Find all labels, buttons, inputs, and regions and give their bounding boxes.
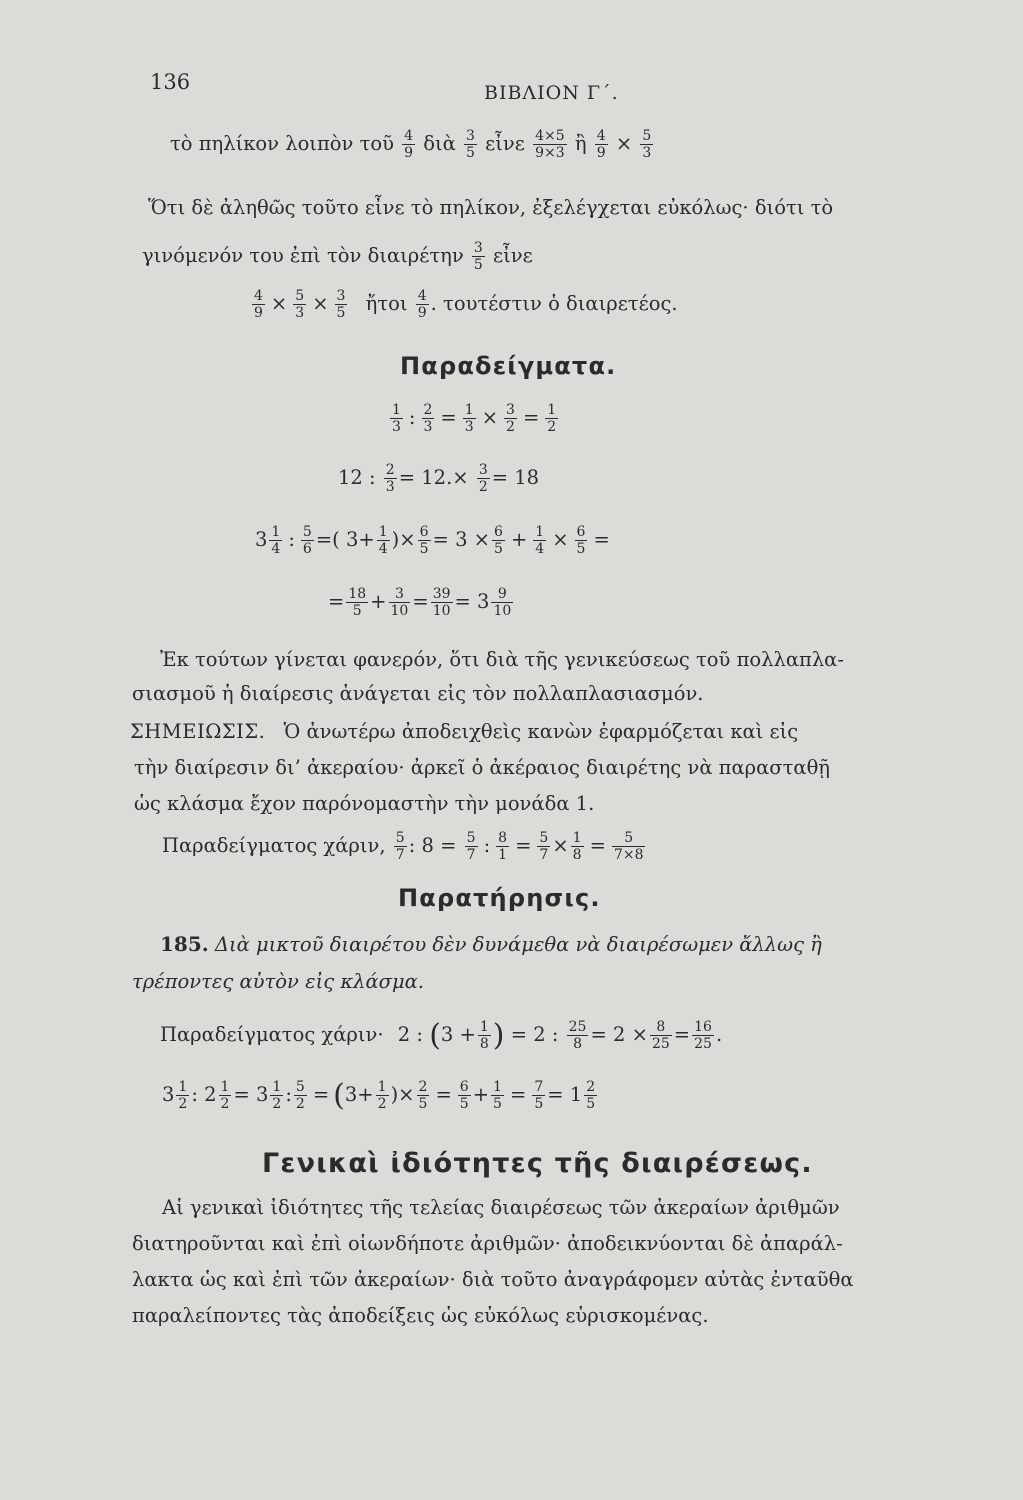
page-number: 136 — [150, 70, 191, 94]
examples-heading: Παραδείγματα. — [400, 352, 617, 380]
fraction: $\frac{9}{10}$ — [493, 586, 512, 620]
intro-line-4: $\frac{4}{9}$ × $\frac{5}{3}$ × $\frac{3}{5}$ ἤτοι $\frac{4}{9}$ . τουτέστιν ὁ διαιρετέος. — [254, 288, 678, 322]
fraction: $\frac{5}{7\times 8}$ — [613, 830, 644, 864]
paragraph-1-line-1: Ἐκ τούτων γίνεται φανερόν, ὅτι διὰ τῆς γενικεύσεως τοῦ πολλαπλα- — [160, 648, 844, 671]
general-line-3: λακτα ὡς καὶ ἐπὶ τῶν ἀκεραίων· διὰ τοῦτο ἀναγράφομεν αὐτὰς ἐνταῦθα — [132, 1268, 854, 1291]
fraction: $\frac{25}{8}$ — [568, 1018, 587, 1052]
fraction: $\frac{4\times 5}{9\times 3}$ — [535, 128, 565, 162]
fraction: $\frac{1}{2}$ — [178, 1078, 188, 1112]
fraction: $\frac{1}{3}$ — [392, 402, 401, 436]
fraction: $\frac{1}{2}$ — [220, 1078, 230, 1112]
general-line-4: παραλείποντες τὰς ἀποδείξεις ὡς εὐκόλως εὑρισκομένας. — [132, 1304, 709, 1327]
intro-line-2: Ὅτι δὲ ἀληθῶς τοῦτο εἶνε τὸ πηλίκον, ἐξελέγχεται εὐκόλως· διότι τὸ — [148, 196, 834, 219]
fraction: $\frac{8}{1}$ — [498, 830, 508, 864]
fraction: $\frac{18}{5}$ — [348, 586, 367, 620]
fraction: $\frac{5}{7}$ — [395, 830, 405, 864]
paragraph-1-line-2: σιασμοῦ ἡ διαίρεσις ἀνάγεται εἰς τὸν πολλαπλασιασμόν. — [132, 682, 704, 705]
fraction: $\frac{39}{10}$ — [432, 586, 451, 620]
fraction: $\frac{5}{3}$ — [642, 128, 652, 162]
section-185-line-1: 185. Διὰ μικτοῦ διαιρέτου δὲν δυνάμεθα νὰ διαιρέσωμεν ἄλλως ἢ — [160, 932, 822, 956]
fraction: $\frac{6}{5}$ — [419, 524, 429, 558]
fraction: $\frac{1}{4}$ — [378, 524, 388, 558]
fraction: $\frac{3}{10}$ — [390, 586, 409, 620]
general-properties-heading: Γενικαὶ ἰδιότητες τῆς διαιρέσεως. — [262, 1148, 813, 1179]
fraction: $\frac{2}{5}$ — [418, 1078, 428, 1112]
general-line-2: διατηροῦνται καὶ ἐπὶ οἱωνδήποτε ἀριθμῶν· ἀποδεικνύονται δὲ ἀπαράλ- — [132, 1232, 843, 1255]
intro-line-3: γινόμενόν του ἐπὶ τὸν διαιρέτην $\frac{3}{5}$ εἶνε — [142, 240, 533, 274]
fraction: $\frac{5}{7}$ — [466, 830, 476, 864]
intro-line-1: τὸ πηλίκον λοιπὸν τοῦ $\frac{4}{9}$ διὰ $\frac{3}{5}$ εἶνε $\frac{4\times 5}{9\times 3}$ ἢ $\frac{4}{9}$ × $\frac{5}{3}$ — [170, 128, 652, 162]
note-line-1: ΣΗΜΕΙΩΣΙΣ. Ὁ ἀνωτέρω ἀποδειχθεὶς κανὼν ἐφαρμόζεται καὶ εἰς — [130, 720, 799, 743]
fraction: $\frac{1}{8}$ — [479, 1018, 489, 1052]
fraction: $\frac{2}{5}$ — [586, 1078, 596, 1112]
fraction: $\frac{1}{2}$ — [377, 1078, 387, 1112]
fraction: $\frac{4}{9}$ — [254, 288, 263, 322]
fraction: $\frac{3}{5}$ — [466, 128, 475, 162]
fraction: $\frac{1}{2}$ — [272, 1078, 282, 1112]
fraction: $\frac{1}{2}$ — [547, 402, 557, 436]
fraction: $\frac{5}{3}$ — [295, 288, 305, 322]
fraction: $\frac{6}{5}$ — [576, 524, 586, 558]
example-3: 3 $\frac{1}{4}$ : $\frac{5}{6}$ =( 3+ $\frac{1}{4}$ )× $\frac{6}{5}$ = 3 × $\frac{6}{5}$ + $\frac{1}{4}$ × $\frac{6}{5}$ = — [255, 524, 610, 558]
fraction: $\frac{3}{2}$ — [506, 402, 515, 436]
example-4: = $\frac{18}{5}$ + $\frac{3}{10}$ = $\frac{39}{10}$ = 3 $\frac{9}{10}$ — [328, 586, 512, 620]
note-label: ΣΗΜΕΙΩΣΙΣ. — [130, 720, 266, 743]
fraction: $\frac{1}{4}$ — [271, 524, 281, 558]
section-number: 185. — [160, 932, 209, 956]
fraction: $\frac{5}{7}$ — [539, 830, 549, 864]
fraction: $\frac{4}{9}$ — [404, 128, 414, 162]
section-185-example-1: Παραδείγματος χάριν· 2 : (3 + $\frac{1}{8}$ ) = 2 : $\frac{25}{8}$ = 2 × $\frac{8}{25}$ = $\frac{16}{25}$ . — [160, 1018, 723, 1053]
general-line-1: Αἱ γενικαὶ ἰδιότητες τῆς τελείας διαιρέσεως τῶν ἀκεραίων ἀριθμῶν — [162, 1196, 840, 1219]
running-head: ΒΙΒΛΙΟΝ Γ΄. — [484, 82, 619, 104]
fraction: $\frac{5}{6}$ — [302, 524, 312, 558]
fraction: $\frac{3}{5}$ — [473, 240, 483, 274]
fraction: $\frac{3}{2}$ — [478, 462, 488, 496]
note-line-2: τὴν διαίρεσιν δι’ ἀκεραίου· ἀρκεῖ ὁ ἀκέραιος διαιρέτης νὰ παρασταθῇ — [134, 756, 830, 779]
section-185-line-2: τρέποντες αὐτὸν εἰς κλάσμα. — [132, 970, 424, 993]
fraction: $\frac{3}{5}$ — [336, 288, 346, 322]
fraction: $\frac{1}{5}$ — [493, 1078, 502, 1112]
fraction: $\frac{4}{9}$ — [417, 288, 427, 322]
fraction: $\frac{16}{25}$ — [694, 1018, 712, 1052]
fraction: $\frac{2}{3}$ — [423, 402, 433, 436]
fraction: $\frac{1}{4}$ — [535, 524, 545, 558]
example-1: $\frac{1}{3}$ : $\frac{2}{3}$ = $\frac{1}{3}$ × $\frac{3}{2}$ = $\frac{1}{2}$ — [392, 402, 557, 436]
fraction: $\frac{7}{5}$ — [534, 1078, 544, 1112]
fraction: $\frac{6}{5}$ — [459, 1078, 469, 1112]
fraction: $\frac{4}{9}$ — [596, 128, 606, 162]
example-2: 12 : $\frac{2}{3}$ = 12.× $\frac{3}{2}$ = 18 — [338, 462, 540, 496]
fraction: $\frac{2}{3}$ — [385, 462, 395, 496]
fraction: $\frac{5}{2}$ — [295, 1078, 305, 1112]
fraction: $\frac{1}{3}$ — [464, 402, 474, 436]
fraction: $\frac{8}{25}$ — [651, 1018, 670, 1052]
note-example: Παραδείγματος χάριν, $\frac{5}{7}$ : 8 = $\frac{5}{7}$ : $\frac{8}{1}$ = $\frac{5}{7}$ × $\frac{1}{8}$ = $\frac{5}{7\times 8}$ — [162, 830, 644, 864]
fraction: $\frac{6}{5}$ — [494, 524, 503, 558]
section-185-example-2: 3 $\frac{1}{2}$ : 2 $\frac{1}{2}$ = 3 $\frac{1}{2}$ : $\frac{5}{2}$ = (3+ $\frac{1}{2}$ )× $\frac{2}{5}$ = $\frac{6}{5}$ + $\frac{1}{5}$ = $\frac{7}{5}$ = 1 $\frac{2}{5}$ — [162, 1078, 596, 1113]
note-line-3: ὡς κλάσμα ἔχον παρόνομαστὴν τὴν μονάδα 1. — [134, 792, 595, 815]
observations-heading: Παρατήρησις. — [398, 884, 601, 912]
fraction: $\frac{1}{8}$ — [572, 830, 582, 864]
